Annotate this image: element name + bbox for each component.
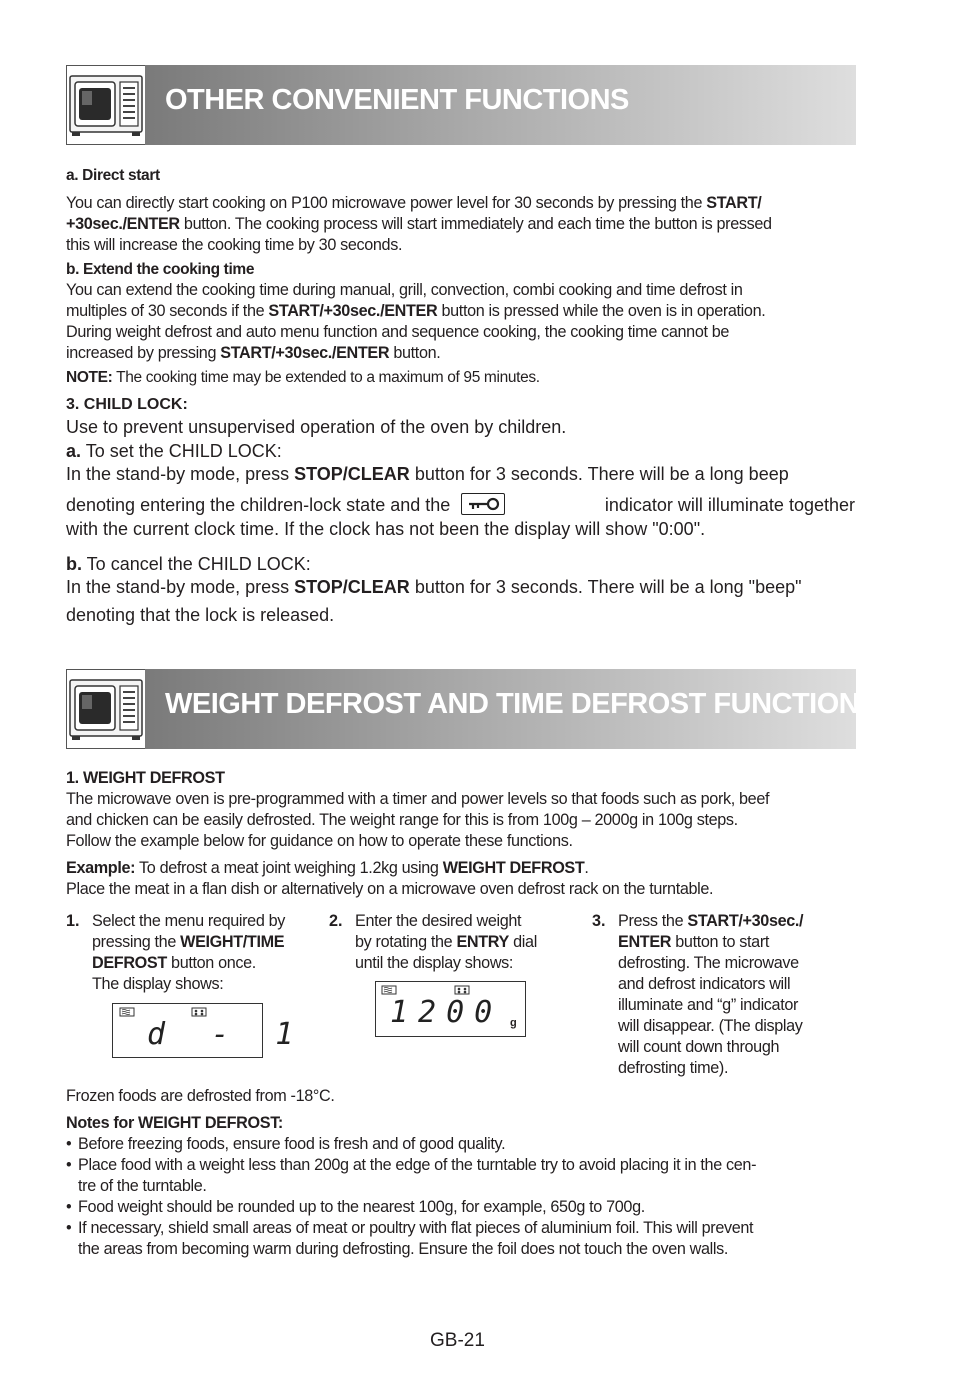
section-banner-other-functions	[66, 65, 856, 145]
child-lock-a: a. To set the CHILD LOCK:	[66, 441, 282, 461]
page-number: GB-21	[430, 1330, 485, 1351]
notes-heading: Notes for WEIGHT DEFROST:	[66, 1114, 283, 1132]
step-1-number: 1.	[66, 912, 80, 930]
lcd-readout: 1200	[390, 995, 503, 1030]
child-lock-heading: 3. CHILD LOCK:	[66, 396, 188, 413]
child-lock-a-line2: denoting entering the children-lock state and the indicator will illuminate together	[66, 495, 855, 515]
frozen-foods-note: Frozen foods are defrosted from -18°C.	[66, 1087, 335, 1105]
example-line1: Example: To defrost a meat joint weighing 1.2kg using WEIGHT DEFROST.	[66, 859, 589, 877]
extend-line4: increased by pressing START/+30sec./ENTER button.	[66, 344, 441, 362]
defrost-indicator-icon	[455, 986, 469, 994]
child-lock-intro: Use to prevent unsupervised operation of the oven by children.	[66, 417, 567, 437]
lcd-display-1200	[375, 981, 526, 1037]
direct-start-line1: You can directly start cooking on P100 microwave power level for 30 seconds by pressing the START/	[66, 194, 762, 212]
extend-line2: multiples of 30 seconds if the START/+30sec./ENTER button is pressed while the oven is in operation.	[66, 302, 766, 320]
microwave-icon	[66, 669, 146, 749]
lcd-readout: d - 1	[147, 1017, 308, 1052]
step-2-number: 2.	[329, 912, 343, 930]
lcd-display-d1	[112, 1003, 308, 1058]
note: NOTE: The cooking time may be extended to a maximum of 95 minutes.	[66, 369, 540, 386]
step-3-text: Press the START/+30sec./ ENTER button to start defrosting. The microwave and defrost indicators will illuminate and “g” indicator will disappear. (The display will count down through defrosting time).	[618, 912, 804, 1077]
section-title: OTHER CONVENIENT FUNCTIONS	[165, 84, 629, 116]
direct-start-line3: this will increase the cooking time by 30 seconds.	[66, 236, 403, 254]
microwave-indicator-icon	[120, 1008, 134, 1016]
lock-icon	[461, 493, 505, 515]
microwave-indicator-icon	[382, 986, 396, 994]
step-2-text: Enter the desired weight by rotating the ENTRY dial until the display shows:	[355, 912, 537, 972]
banner-bar	[145, 669, 860, 749]
child-lock-a-line1: In the stand-by mode, press STOP/CLEAR button for 3 seconds. There will be a long beep	[66, 464, 789, 484]
example-line2: Place the meat in a flan dish or alternatively on a microwave oven defrost rack on the turntable.	[66, 880, 714, 898]
section-title: WEIGHT DEFROST AND TIME DEFROST FUNCTION	[165, 688, 860, 720]
extend-line1: You can extend the cooking time during manual, grill, convection, combi cooking and time defrost in	[66, 281, 743, 299]
child-lock-b-line1: In the stand-by mode, press STOP/CLEAR button for 3 seconds. There will be a long "beep"	[66, 577, 802, 597]
weight-defrost-line3: Follow the example below for guidance on how to operate these functions.	[66, 832, 573, 850]
child-lock-b-line2: denoting that the lock is released.	[66, 605, 335, 625]
section-banner-weight-defrost	[66, 669, 860, 749]
banner-bar	[145, 65, 856, 145]
weight-defrost-heading: 1. WEIGHT DEFROST	[66, 769, 225, 787]
extend-line3: During weight defrost and auto menu function and sequence cooking, the cooking time cannot be	[66, 323, 730, 341]
direct-start-line2: +30sec./ENTER button. The cooking process will start immediately and each time the button is pressed	[66, 215, 772, 233]
child-lock-b: b. To cancel the CHILD LOCK:	[66, 554, 311, 574]
child-lock-a-line3: with the current clock time. If the clock has not been the display will show "0:00".	[66, 519, 706, 539]
direct-start-heading: a. Direct start	[66, 167, 160, 184]
lcd-unit: g	[510, 1017, 517, 1029]
step-1-text: Select the menu required by pressing the WEIGHT/TIME DEFROST button once. The display shows:	[92, 912, 286, 993]
weight-defrost-line2: and chicken can be easily defrosted. The weight range for this is from 100g – 2000g in 100g steps.	[66, 811, 738, 829]
extend-heading: b. Extend the cooking time	[66, 261, 255, 278]
microwave-icon	[66, 65, 146, 145]
defrost-indicator-icon	[192, 1008, 206, 1016]
weight-defrost-line1: The microwave oven is pre-programmed with a timer and power levels so that foods such as pork, beef	[66, 790, 770, 808]
step-3-number: 3.	[592, 912, 606, 930]
